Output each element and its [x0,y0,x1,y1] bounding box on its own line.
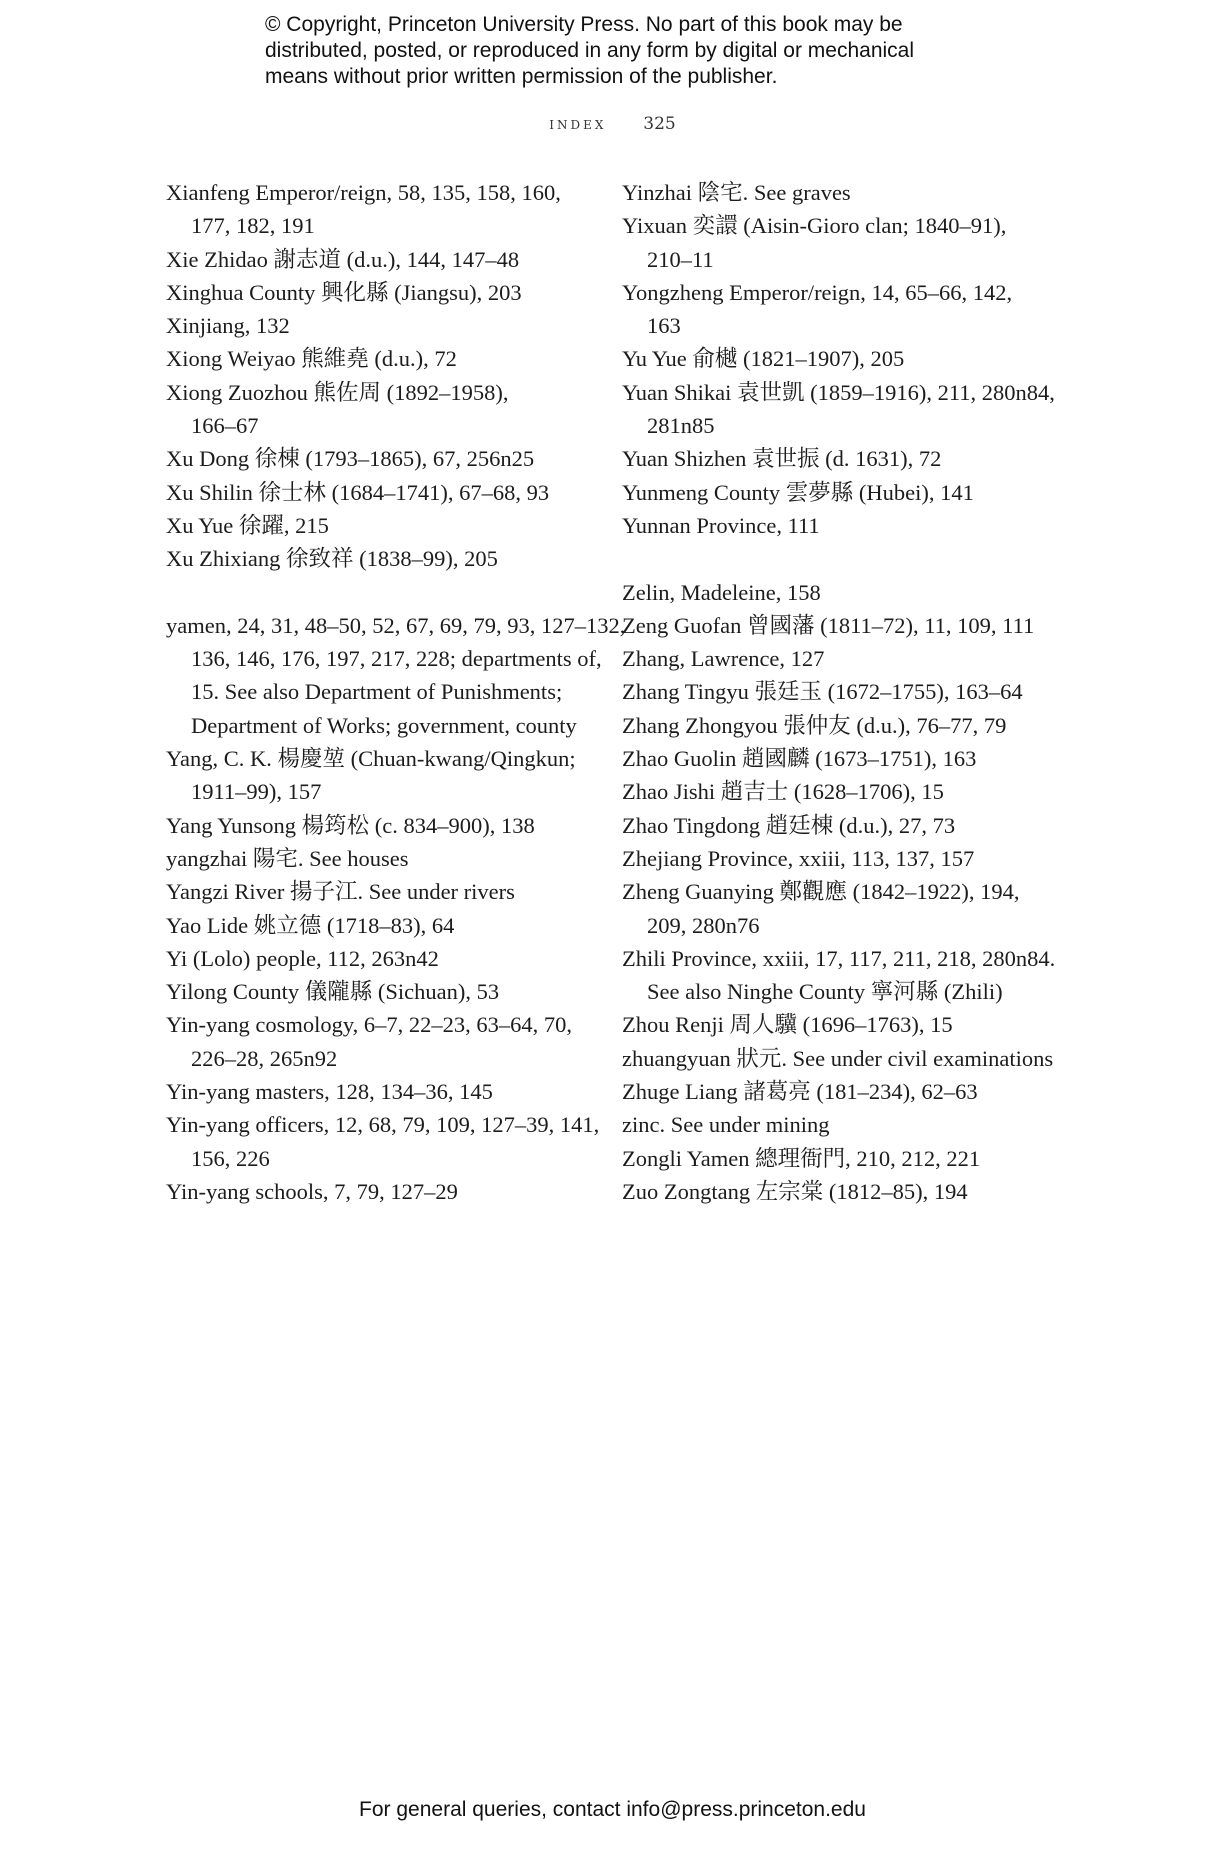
index-entry [622,376,1055,443]
index-entry [622,476,1042,509]
index-entry-line: Zuo Zongtang 左宗棠 (1812–85), 194 [622,1178,968,1204]
index-entry-line: 281n85 [647,413,715,439]
index-entry [166,875,586,908]
index-entry-line: Zhao Tingdong 趙廷棟 (d.u.), 27, 73 [622,812,956,838]
index-entry [166,176,586,243]
index-entry-line: Yang Yunsong 楊筠松 (c. 834–900), 138 [166,812,535,838]
index-entry [622,742,1042,775]
index-entry-line: Xiong Weiyao 熊維堯 (d.u.), 72 [166,346,457,372]
index-entry-line: Xinjiang, 132 [166,313,290,339]
index-entry [166,809,586,842]
index-entry-line: Yi (Lolo) people, 112, 263n42 [166,945,439,971]
index-entry-line: Xie Zhidao 謝志道 (d.u.), 144, 147–48 [166,246,520,272]
index-entry-line: Yin-yang officers, 12, 68, 79, 109, 127–39, 141, [166,1112,600,1138]
index-entry [622,775,1042,808]
index-entry-line: 166–67 [191,413,259,439]
copyright-line: distributed, posted, or reproduced in any form by digital or mechanical [265,39,915,62]
index-entry-line: zinc. See under mining [622,1112,830,1138]
index-entry-line: 136, 146, 176, 197, 217, 228; departments of, [191,646,602,672]
index-entry-line: Yinzhai 陰宅. See graves [622,180,851,205]
index-entry [622,642,1042,675]
index-entry-line: yangzhai 陽宅. See houses [166,845,409,871]
index-entry [166,276,586,309]
running-head-label: index [549,114,607,134]
index-entry [166,609,626,742]
index-entry [622,342,1042,375]
index-entry [622,276,1042,343]
index-entry-line: 15. See also Department of Punishments; [191,679,563,705]
index-entry-line: Yunnan Province, 111 [622,512,820,538]
index-entry [166,1008,586,1075]
index-entry-line: Zhao Guolin 趙國麟 (1673–1751), 163 [622,746,977,772]
index-entry [622,609,1042,642]
index-entry [622,1042,1054,1075]
index-column-left [166,176,626,1208]
index-entry-line: Zhang Zhongyou 張仲友 (d.u.), 76–77, 79 [622,712,1007,738]
index-entry [622,209,1042,276]
index-entry-line: Yilong County 儀隴縣 (Sichuan), 53 [166,979,500,1005]
index-entry [166,1108,600,1175]
index-entry [166,442,586,475]
index-entry-line: Yin-yang schools, 7, 79, 127–29 [166,1178,458,1204]
index-entry [622,942,1056,1009]
index-entry [622,176,1042,209]
index-entry [166,1175,586,1208]
copyright-line: © Copyright, Princeton University Press. No part of this book may be [265,13,903,36]
index-entry-line: 226–28, 265n92 [191,1045,338,1071]
footer-contact: For general queries, contact info@press.princeton.edu [359,1798,866,1821]
index-entry [166,842,586,875]
index-entry-line: 209, 280n76 [647,912,760,938]
index-entry-line: zhuangyuan 狀元. See under civil examinations [622,1045,1054,1071]
index-entry-line: Xianfeng Emperor/reign, 58, 135, 158, 160, [166,180,561,205]
index-entry-line: Zongli Yamen 總理衙門, 210, 212, 221 [622,1145,981,1171]
index-entry-line: 177, 182, 191 [191,213,315,239]
index-entry [166,1075,586,1108]
copyright-line: means without prior written permission of the publisher. [265,65,778,88]
index-entry [622,709,1042,742]
index-entry [622,1008,1042,1041]
index-entry-line: Yin-yang cosmology, 6–7, 22–23, 63–64, 70, [166,1012,573,1038]
index-entry [166,509,586,542]
index-entry-line: See also Ninghe County 寧河縣 (Zhili) [647,979,1003,1005]
index-entry [166,309,586,342]
index-entry-line: Yang, C. K. 楊慶堃 (Chuan-kwang/Qingkun; [166,746,576,772]
index-entry-line: Zhang, Lawrence, 127 [622,646,825,672]
index-entry [622,442,1042,475]
index-entry-line: Yongzheng Emperor/reign, 14, 65–66, 142, [622,279,1013,305]
index-entry-line: Xinghua County 興化縣 (Jiangsu), 203 [166,279,522,305]
index-entry [622,809,1042,842]
index-entry [622,509,1042,542]
index-entry-line: Zeng Guofan 曾國藩 (1811–72), 11, 109, 111 [622,612,1035,638]
running-head [0,114,1225,134]
index-entry-line: Yuan Shikai 袁世凱 (1859–1916), 211, 280n84, [622,379,1055,405]
index-entry-line: 156, 226 [191,1145,270,1171]
index-entry [166,376,586,443]
index-entry [622,1142,1042,1175]
index-entry-line: Xu Shilin 徐士林 (1684–1741), 67–68, 93 [166,479,550,505]
index-entry [166,942,586,975]
index-entry-line: Zelin, Madeleine, 158 [622,579,821,605]
index-entry-line: Zhao Jishi 趙吉士 (1628–1706), 15 [622,779,944,805]
index-entry-line: Zhejiang Province, xxiii, 113, 137, 157 [622,845,975,871]
index-entry-line: Yuan Shizhen 袁世振 (d. 1631), 72 [622,446,942,472]
index-entry-line: Yao Lide 姚立德 (1718–83), 64 [166,912,455,938]
index-entry-line: Yin-yang masters, 128, 134–36, 145 [166,1079,493,1105]
index-entry [622,1175,1042,1208]
index-entry-line: Yunmeng County 雲夢縣 (Hubei), 141 [622,479,974,505]
index-entry-line: Zhang Tingyu 張廷玉 (1672–1755), 163–64 [622,679,1023,705]
index-entry-line: Department of Works; government, county [191,712,577,738]
section-gap [622,542,1042,575]
index-entry-line: Xiong Zuozhou 熊佐周 (1892–1958), [166,379,509,405]
index-entry [622,1075,1042,1108]
index-entry-line: Xu Zhixiang 徐致祥 (1838–99), 205 [166,546,498,572]
copyright-notice [265,12,1025,90]
index-entry-line: Yixuan 奕譞 (Aisin-Gioro clan; 1840–91), [622,213,1007,239]
index-entry-line: Zhili Province, xxiii, 17, 117, 211, 218, 280n84. [622,945,1056,971]
index-column-right [622,176,1056,1208]
index-entry [166,975,586,1008]
index-entry-line: 210–11 [647,246,714,272]
index-entry [622,875,1042,942]
page-number: 325 [643,114,676,134]
index-entry-line: Yangzi River 揚子江. See under rivers [166,879,515,905]
index-entry [622,576,1042,609]
index-entry-line: Zheng Guanying 鄭觀應 (1842–1922), 194, [622,879,1020,905]
index-entry [622,675,1042,708]
index-entry-line: 163 [647,313,681,339]
index-entry-line: 1911–99), 157 [191,779,322,805]
index-entry-line: Yu Yue 俞樾 (1821–1907), 205 [622,346,905,372]
index-entry [166,243,586,276]
index-entry [166,542,586,575]
index-entry-line: yamen, 24, 31, 48–50, 52, 67, 69, 79, 93, 127–132, [166,612,626,638]
index-entry [622,842,1042,875]
index-entry-line: Zhuge Liang 諸葛亮 (181–234), 62–63 [622,1079,978,1105]
index-entry [166,342,586,375]
index-entry [166,909,586,942]
index-entry-line: Xu Yue 徐躍, 215 [166,512,329,538]
index-entry-line: Zhou Renji 周人驥 (1696–1763), 15 [622,1012,953,1038]
index-entry-line: Xu Dong 徐棟 (1793–1865), 67, 256n25 [166,446,535,472]
section-gap [166,576,586,609]
index-entry [166,476,586,509]
index-entry [166,742,586,809]
index-entry [622,1108,1042,1141]
